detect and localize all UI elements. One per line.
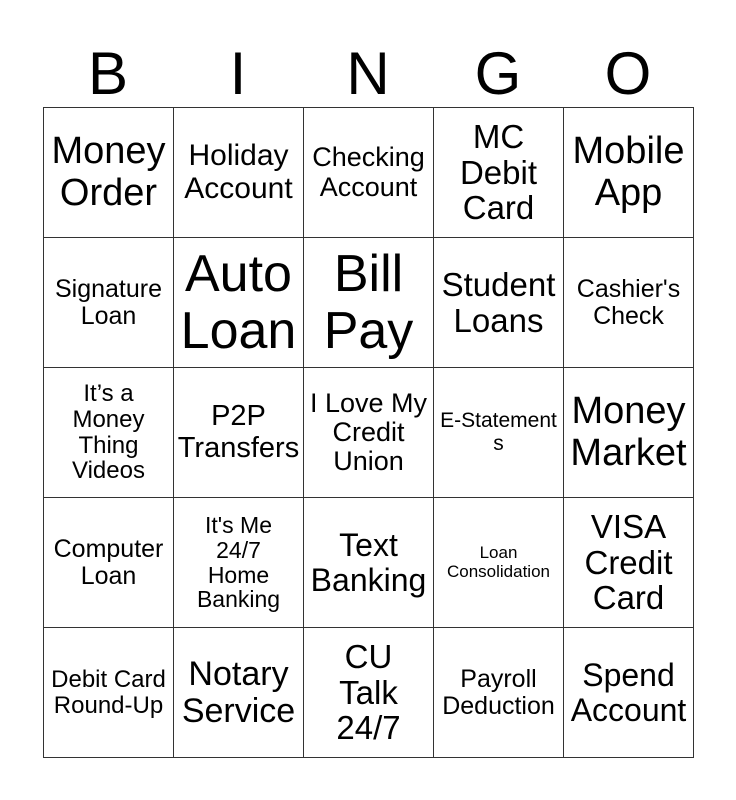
bingo-cell[interactable]: [434, 498, 564, 628]
bingo-cell[interactable]: [304, 108, 434, 238]
header-letter-o: O: [604, 40, 652, 107]
cell-label: It’s a Money Thing Videos: [72, 379, 145, 485]
cell-label: Debit Card Round-Up: [51, 665, 166, 719]
bingo-cell[interactable]: [434, 238, 564, 368]
cell-label: Cashier's Check: [576, 274, 681, 330]
bingo-cell[interactable]: [174, 498, 304, 628]
cell-label: It's Me 24/7 Home Banking: [196, 511, 281, 613]
bingo-cell[interactable]: [564, 368, 694, 498]
bingo-cell[interactable]: [44, 238, 174, 368]
bingo-cell[interactable]: [44, 498, 174, 628]
bingo-cell[interactable]: [304, 628, 434, 758]
header-letter-i: I: [229, 40, 247, 107]
bingo-cell[interactable]: [434, 108, 564, 238]
cell-label: Signature Loan: [54, 274, 163, 330]
bingo-cell[interactable]: [434, 368, 564, 498]
bingo-cell[interactable]: [44, 628, 174, 758]
bingo-cell[interactable]: [304, 498, 434, 628]
bingo-cell[interactable]: [304, 238, 434, 368]
header-letter-n: N: [346, 40, 390, 107]
cell-label: Checking Account: [312, 142, 425, 202]
cell-label: Holiday Account: [184, 139, 293, 205]
cell-label: I Love My Credit Union: [309, 387, 428, 477]
bingo-cell[interactable]: [174, 108, 304, 238]
bingo-grid: [43, 107, 694, 758]
cell-label: VISA Credit Card: [584, 508, 673, 617]
header-letter-b: B: [87, 40, 129, 107]
cell-label: E-Statements: [440, 408, 557, 455]
cell-label: Payroll Deduction: [442, 664, 555, 720]
cell-label: Mobile App: [572, 130, 685, 214]
cell-label: MC Debit Card: [459, 118, 538, 227]
cell-label: Notary Service: [181, 654, 296, 730]
bingo-cell[interactable]: [304, 368, 434, 498]
bingo-cell[interactable]: [564, 108, 694, 238]
bingo-cell[interactable]: [174, 238, 304, 368]
bingo-cell[interactable]: [174, 628, 304, 758]
bingo-cell[interactable]: [564, 238, 694, 368]
cell-label: P2P Transfers: [177, 400, 300, 464]
header-letter-g: G: [474, 40, 522, 107]
bingo-header: [43, 40, 693, 108]
cell-label: CU Talk 24/7: [336, 638, 401, 747]
cell-label: Loan Consolidation: [446, 543, 550, 581]
cell-label: Auto Loan: [180, 245, 297, 360]
bingo-cell[interactable]: [434, 628, 564, 758]
bingo-cell[interactable]: [44, 108, 174, 238]
cell-label: Money Market: [570, 390, 687, 474]
bingo-cell[interactable]: [174, 368, 304, 498]
cell-label: Computer Loan: [53, 534, 164, 590]
cell-label: Student Loans: [441, 265, 556, 339]
bingo-cell[interactable]: [564, 498, 694, 628]
cell-label: Spend Account: [570, 656, 687, 728]
cell-label: Money Order: [51, 130, 166, 214]
bingo-cell[interactable]: [44, 368, 174, 498]
bingo-cell[interactable]: [564, 628, 694, 758]
cell-label: Bill Pay: [323, 245, 414, 360]
cell-label: Text Banking: [310, 526, 427, 598]
